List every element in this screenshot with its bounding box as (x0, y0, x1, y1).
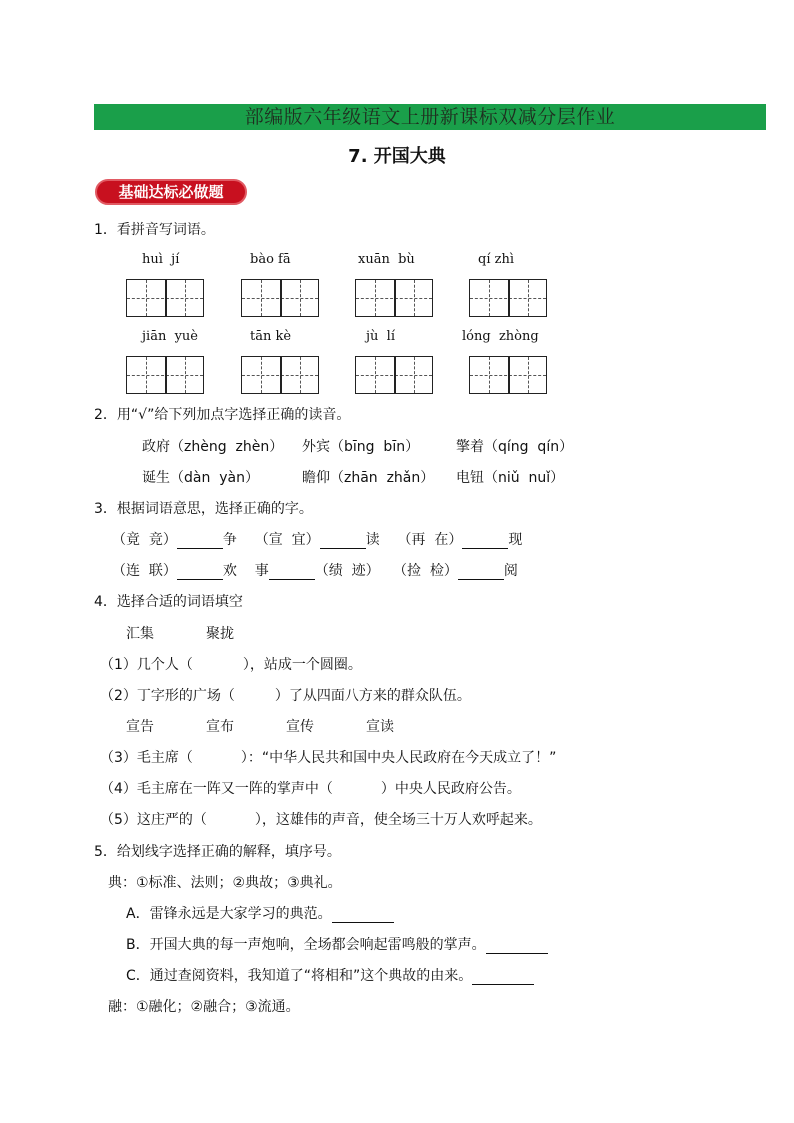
answer-blank[interactable] (177, 565, 223, 580)
section-badge-label: 基础达标必做题 (118, 183, 224, 201)
writing-grid[interactable] (469, 279, 547, 317)
q5-item-c: C．通过查阅资料，我知道了“将相和”这个典故的由来。 (126, 967, 534, 985)
word-option: 宣告 (126, 719, 154, 735)
reading-choice[interactable]: 外宾（bīng bīn） (302, 439, 420, 455)
writing-grid[interactable] (126, 356, 204, 394)
q4-sentence-1: （1）几个人（ ），站成一个圆圈。 (100, 657, 362, 673)
word-option: 宣读 (366, 719, 394, 735)
answer-blank[interactable] (486, 939, 548, 954)
reading-choice[interactable]: 政府（zhèng zhèn） (142, 439, 284, 455)
lesson-title: 7. 开国大典 (348, 146, 446, 167)
reading-choice[interactable]: 擎着（qíng qín） (456, 439, 574, 455)
writing-grid[interactable] (126, 279, 204, 317)
answer-blank[interactable] (458, 565, 504, 580)
q5-item-a: A．雷锋永远是大家学习的典范。 (126, 905, 394, 923)
rong-definitions: 融：①融化；②融合；③流通。 (108, 999, 300, 1015)
answer-blank[interactable] (177, 534, 223, 549)
pinyin-label: huì jí (142, 252, 180, 267)
pinyin-label: lóng zhòng (462, 329, 539, 344)
pinyin-label: tān kè (250, 329, 292, 344)
answer-blank[interactable] (332, 908, 394, 923)
pinyin-label: bào fā (250, 252, 291, 267)
writing-grid[interactable] (241, 356, 319, 394)
q3-row-2: （连 联） 欢 事 （绩 迹） （捡 检） 阅 (112, 563, 518, 579)
reading-choice[interactable]: 电钮（niǔ nuǐ） (456, 470, 565, 486)
reading-choice[interactable]: 诞生（dàn yàn） (142, 470, 259, 486)
q4-sentence-2: （2）丁字形的广场（ ）了从四面八方来的群众队伍。 (100, 688, 471, 704)
word-option: 汇集 (126, 626, 154, 642)
pinyin-label: jù lí (366, 329, 395, 344)
word-option: 宣布 (206, 719, 234, 735)
q3-title: 3．根据词语意思，选择正确的字。 (94, 501, 313, 517)
q4-title: 4．选择合适的词语填空 (94, 594, 243, 610)
answer-blank[interactable] (320, 534, 366, 549)
pinyin-label: jiān yuè (142, 329, 198, 344)
q4-sentence-3: （3）毛主席（ ）：“中华人民共和国中央人民政府在今天成立了！” (100, 750, 557, 766)
answer-blank[interactable] (472, 970, 534, 985)
word-option: 聚拢 (206, 626, 234, 642)
writing-grid[interactable] (241, 279, 319, 317)
q3-row-1: （竟 竞） 争 （宣 宜） 读 （再 在） 现 (112, 532, 523, 548)
answer-blank[interactable] (462, 534, 508, 549)
banner-text: 部编版六年级语文上册新课标双减分层作业 (244, 106, 616, 128)
answer-blank[interactable] (269, 565, 315, 580)
reading-choice[interactable]: 瞻仰（zhān zhǎn） (302, 470, 435, 486)
q1-title: 1．看拼音写词语。 (94, 222, 215, 238)
pinyin-label: xuān bù (358, 252, 415, 267)
q2-title: 2．用“√”给下列加点字选择正确的读音。 (94, 407, 351, 423)
dian-definitions: 典：①标准、法则；②典故；③典礼。 (108, 875, 342, 891)
word-option: 宣传 (286, 719, 314, 735)
q5-item-b: B．开国大典的每一声炮响，全场都会响起雷鸣般的掌声。 (126, 936, 548, 954)
writing-grid[interactable] (469, 356, 547, 394)
q4-sentence-4: （4）毛主席在一阵又一阵的掌声中（ ）中央人民政府公告。 (100, 781, 521, 797)
writing-grid[interactable] (355, 356, 433, 394)
q5-title: 5．给划线字选择正确的解释，填序号。 (94, 844, 341, 860)
writing-grid[interactable] (355, 279, 433, 317)
q4-sentence-5: （5）这庄严的（ ），这雄伟的声音，使全场三十万人欢呼起来。 (100, 812, 542, 828)
pinyin-label: qí zhì (478, 252, 514, 267)
